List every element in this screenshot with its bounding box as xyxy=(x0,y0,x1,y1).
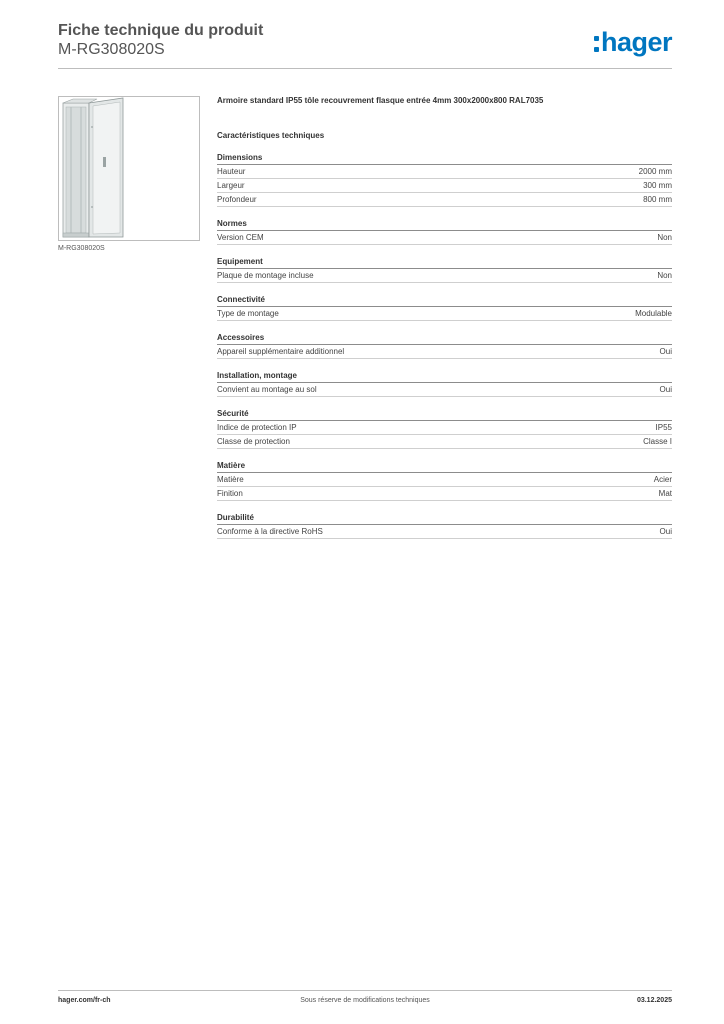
spec-value: 800 mm xyxy=(643,195,672,204)
spec-row xyxy=(217,165,672,179)
image-caption: M-RG308020S xyxy=(58,245,105,252)
spec-row xyxy=(217,307,672,321)
footer-divider xyxy=(58,990,672,991)
spec-label: Conforme à la directive RoHS xyxy=(217,527,323,536)
spec-value: Non xyxy=(657,233,672,242)
group-equipement xyxy=(217,256,672,283)
spec-row xyxy=(217,193,672,207)
spec-label: Type de montage xyxy=(217,309,279,318)
spec-label: Appareil supplémentaire additionnel xyxy=(217,347,345,356)
spec-label: Plaque de montage incluse xyxy=(217,271,314,280)
brand-logo-text: hager xyxy=(600,27,672,57)
group-securite xyxy=(217,408,672,449)
product-description: Armoire standard IP55 tôle recouvrement flasque entrée 4mm 300x2000x800 RAL7035 xyxy=(217,96,544,105)
group-title: Normes xyxy=(217,218,672,231)
spec-row xyxy=(217,231,672,245)
spec-value: Acier xyxy=(653,475,672,484)
header-divider xyxy=(58,68,672,69)
spec-row xyxy=(217,525,672,539)
page-header xyxy=(58,22,672,59)
group-title: Accessoires xyxy=(217,332,672,345)
footer-date: 03.12.2025 xyxy=(636,997,672,1004)
logo-colon-icon xyxy=(594,36,600,52)
spec-value: Non xyxy=(657,271,672,280)
cabinet-illustration xyxy=(59,97,199,240)
spec-row xyxy=(217,345,672,359)
brand-logo xyxy=(594,28,672,56)
spec-row xyxy=(217,269,672,283)
spec-label: Largeur xyxy=(217,181,245,190)
group-installation xyxy=(217,370,672,397)
spec-label: Indice de protection IP xyxy=(217,423,297,432)
spec-label: Hauteur xyxy=(217,167,246,176)
group-matiere xyxy=(217,460,672,501)
spec-label: Version CEM xyxy=(217,233,264,242)
group-durabilite xyxy=(217,512,672,539)
product-reference: M-RG308020S xyxy=(58,41,165,58)
spec-label: Finition xyxy=(217,489,243,498)
footer-disclaimer: Sous réserve de modifications techniques xyxy=(300,997,430,1004)
spec-value: IP55 xyxy=(655,423,672,432)
spec-row xyxy=(217,435,672,449)
spec-value: Classe I xyxy=(643,437,672,446)
group-title: Matière xyxy=(217,460,672,473)
spec-row xyxy=(217,421,672,435)
section-title: Caractéristiques techniques xyxy=(217,131,325,140)
page-title: Fiche technique du produit xyxy=(58,22,264,39)
spec-row xyxy=(217,473,672,487)
product-details xyxy=(217,96,672,539)
spec-value: Oui xyxy=(659,347,672,356)
spec-value: Modulable xyxy=(635,309,672,318)
spec-row xyxy=(217,179,672,193)
product-image xyxy=(58,96,200,241)
spec-label: Convient au montage au sol xyxy=(217,385,317,394)
group-normes xyxy=(217,218,672,245)
group-title: Dimensions xyxy=(217,152,672,165)
group-title: Durabilité xyxy=(217,512,672,525)
spec-value: 2000 mm xyxy=(638,167,672,176)
group-accessoires xyxy=(217,332,672,359)
group-title: Sécurité xyxy=(217,408,672,421)
group-title: Equipement xyxy=(217,256,672,269)
spec-label: Matière xyxy=(217,475,244,484)
group-connectivite xyxy=(217,294,672,321)
spec-value: Oui xyxy=(659,527,672,536)
group-title: Installation, montage xyxy=(217,370,672,383)
spec-value: Mat xyxy=(658,489,672,498)
footer-website-link[interactable]: hager.com/fr-ch xyxy=(58,997,111,1004)
spec-value: 300 mm xyxy=(643,181,672,190)
spec-row xyxy=(217,487,672,501)
spec-label: Profondeur xyxy=(217,195,257,204)
spec-row xyxy=(217,383,672,397)
spec-label: Classe de protection xyxy=(217,437,290,446)
group-title: Connectivité xyxy=(217,294,672,307)
group-dimensions xyxy=(217,152,672,207)
spec-value: Oui xyxy=(659,385,672,394)
